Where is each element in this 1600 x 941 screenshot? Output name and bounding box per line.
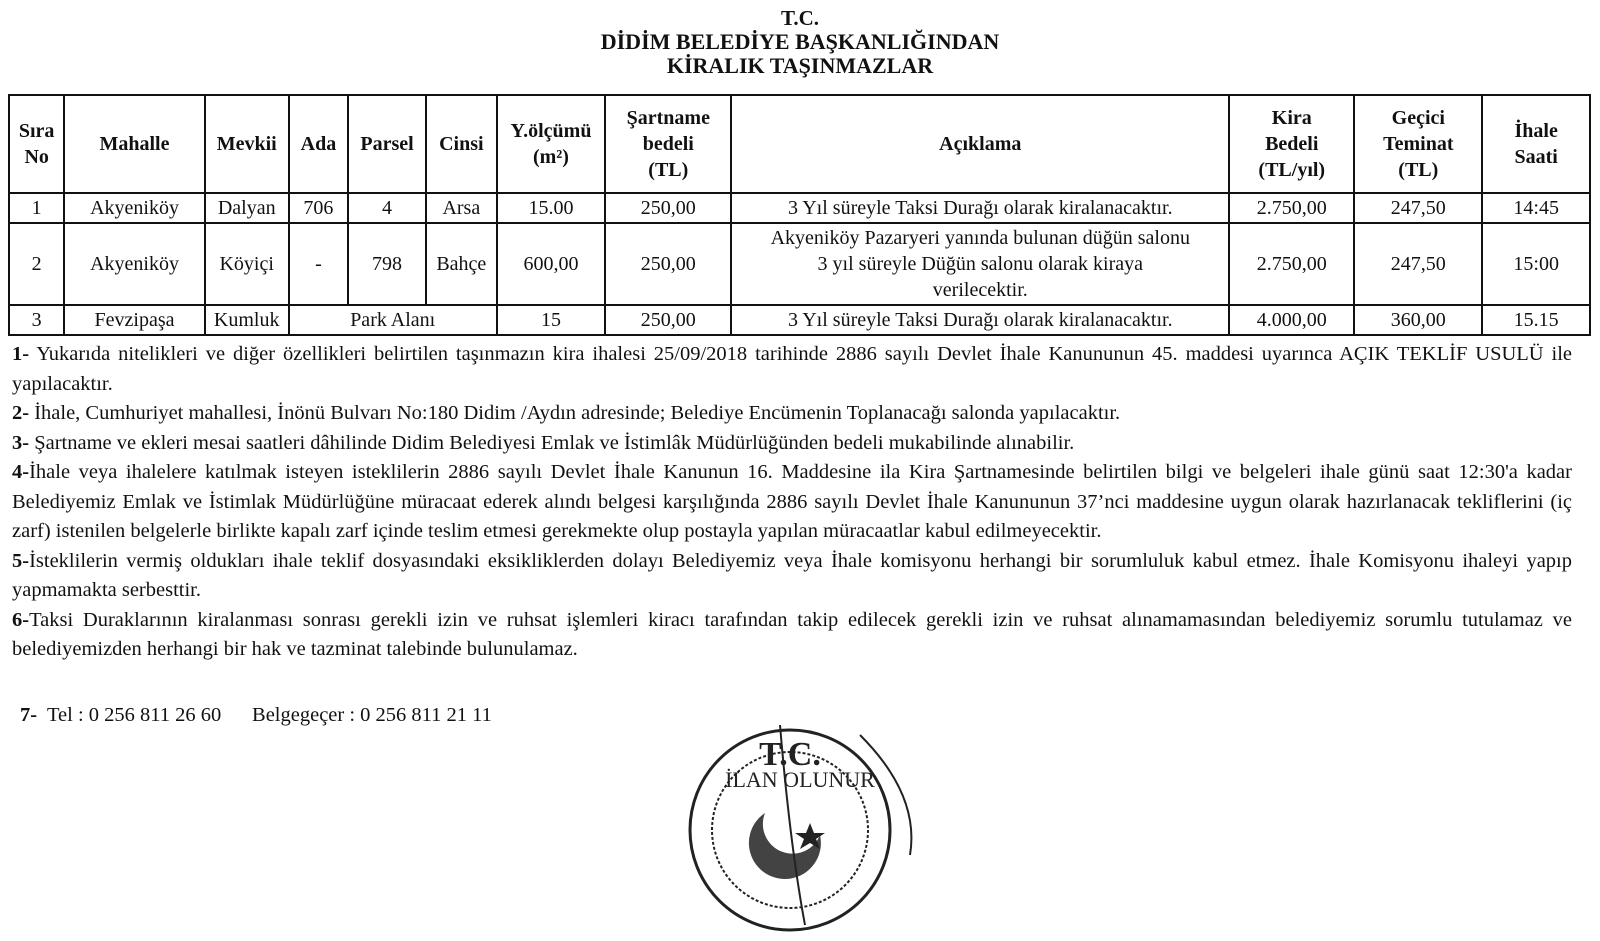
col-mahalle: Mahalle [64, 95, 204, 193]
cell-mevkii: Köyiçi [205, 223, 289, 305]
table-header-row [9, 95, 1590, 193]
cell-mevkii: Dalyan [205, 193, 289, 223]
document-header [0, 0, 1600, 78]
col-saat: İhale Saati [1482, 95, 1590, 193]
cell-aciklama: Akyeniköy Pazaryeri yanında bulunan düğün salonu 3 yıl süreyle Düğün salonu olarak kiraya verilecektir. [731, 223, 1229, 305]
contact-line: 7- Tel : 0 256 811 26 60 Belgegeçer : 0 256 811 21 11 [20, 704, 492, 726]
cell-mahalle: Fevzipaşa [64, 305, 204, 335]
header-title: KİRALIK TAŞINMAZLAR [666, 53, 934, 78]
note-item: 6-Taksi Duraklarının kiralanması sonrası gerekli izin ve ruhsat işlemleri kiracı tarafından takip edilecek gerekli izin ve ruhsat alınamamasından belediyemiz sorumlu tutulamaz ve belediyemizden herhangi bir hak ve tazminat talebinde bulunulamaz. [12, 608, 1572, 660]
cell-park-alani: Park Alanı [289, 305, 497, 335]
col-olcum: Y.ölçümü (m²) [497, 95, 606, 193]
cell-kira: 4.000,00 [1229, 305, 1354, 335]
col-parsel: Parsel [348, 95, 426, 193]
cell-teminat: 247,50 [1354, 193, 1482, 223]
cell-parsel: 4 [348, 193, 426, 223]
cell-kira: 2.750,00 [1229, 193, 1354, 223]
cell-sartname: 250,00 [605, 193, 731, 223]
stamp-middle-text: İLAN OLUNUR [725, 767, 875, 792]
cell-teminat: 247,50 [1354, 223, 1482, 305]
cell-olcum: 15.00 [497, 193, 606, 223]
table-row [9, 193, 1590, 223]
col-kira: Kira Bedeli (TL/yıl) [1229, 95, 1354, 193]
note-item: 4-İhale veya ihalelere katılmak isteyen isteklilerin 2886 sayılı Devlet İhale Kanunun 16. Maddesine ila Kira Şartnamesinde belirtilen bilgi ve belgeleri ihale günü saat 12:30'a kadar Belediyemiz Emlak ve İstimlak Müdürlüğüne müracaat ederek alındı belgesi karşılığında 2886 sayılı Devlet İhale Kanununun 37’nci maddesine uygun olarak hazırlanacak tekliflerini (iç zarf) istenilen belgelerle birlikte kapalı zarf içinde teslim etmesi gerekmekte olup postayla yapılan müracaatlar kabul edilmeyecektir. [12, 461, 1572, 542]
col-mevkii: Mevkii [205, 95, 289, 193]
cell-sartname: 250,00 [605, 223, 731, 305]
note-item: 1- Yukarıda nitelikleri ve diğer özellikleri belirtilen taşınmazın kira ihalesi 25/09/2018 tarihinde 2886 sayılı Devlet İhale Kanununun 45. maddesi uyarınca AÇIK TEKLİF USULÜ ile yapılacaktır. [12, 343, 1572, 395]
cell-saat: 15:00 [1482, 223, 1590, 305]
table-row [9, 305, 1590, 335]
cell-aciklama: 3 Yıl süreyle Taksi Durağı olarak kiralanacaktır. [731, 305, 1229, 335]
cell-cinsi: Bahçe [426, 223, 497, 305]
col-teminat: Geçici Teminat (TL) [1354, 95, 1482, 193]
cell-mevkii: Kumluk [205, 305, 289, 335]
header-tc: T.C. [780, 6, 820, 30]
cell-sira: 3 [9, 305, 64, 335]
property-table [8, 94, 1591, 336]
header-institution: DİDİM BELEDİYE BAŞKANLIĞINDAN [600, 29, 1000, 54]
cell-aciklama: 3 Yıl süreyle Taksi Durağı olarak kiralanacaktır. [731, 193, 1229, 223]
cell-sira: 1 [9, 193, 64, 223]
cell-kira: 2.750,00 [1229, 223, 1354, 305]
cell-ada: - [289, 223, 348, 305]
col-sira: Sıra No [9, 95, 64, 193]
official-seal-stamp [660, 725, 930, 935]
cell-olcum: 600,00 [497, 223, 606, 305]
notice-conditions [12, 340, 1572, 665]
cell-sartname: 250,00 [605, 305, 731, 335]
cell-teminat: 360,00 [1354, 305, 1482, 335]
cell-ada: 706 [289, 193, 348, 223]
cell-olcum: 15 [497, 305, 606, 335]
note-item: 2- İhale, Cumhuriyet mahallesi, İnönü Bulvarı No:180 Didim /Aydın adresinde; Belediye Encümenin Toplanacağı salonda yapılacaktır. [12, 402, 1121, 424]
cell-saat: 15.15 [1482, 305, 1590, 335]
cell-mahalle: Akyeniköy [64, 193, 204, 223]
note-item: 5-İsteklilerin vermiş oldukları ihale teklif dosyasındaki eksikliklerden dolayı Belediyemiz veya İhale komisyonu herhangi bir sorumluluk kabul etmez. İhale Komisyonu ihaleyi yapıp yapmamakta serbesttir. [12, 549, 1572, 601]
cell-mahalle: Akyeniköy [64, 223, 204, 305]
stamp-top-text: T.C. [759, 736, 821, 773]
cell-parsel: 798 [348, 223, 426, 305]
col-sartname: Şartname bedeli (TL) [605, 95, 731, 193]
col-aciklama: Açıklama [731, 95, 1229, 193]
note-item: 3- Şartname ve ekleri mesai saatleri dâhilinde Didim Belediyesi Emlak ve İstimlâk Müdürlüğünden bedeli mukabilinde alınabilir. [12, 431, 1075, 454]
col-ada: Ada [289, 95, 348, 193]
col-cinsi: Cinsi [426, 95, 497, 193]
table-row [9, 223, 1590, 305]
cell-sira: 2 [9, 223, 64, 305]
cell-cinsi: Arsa [426, 193, 497, 223]
cell-saat: 14:45 [1482, 193, 1590, 223]
